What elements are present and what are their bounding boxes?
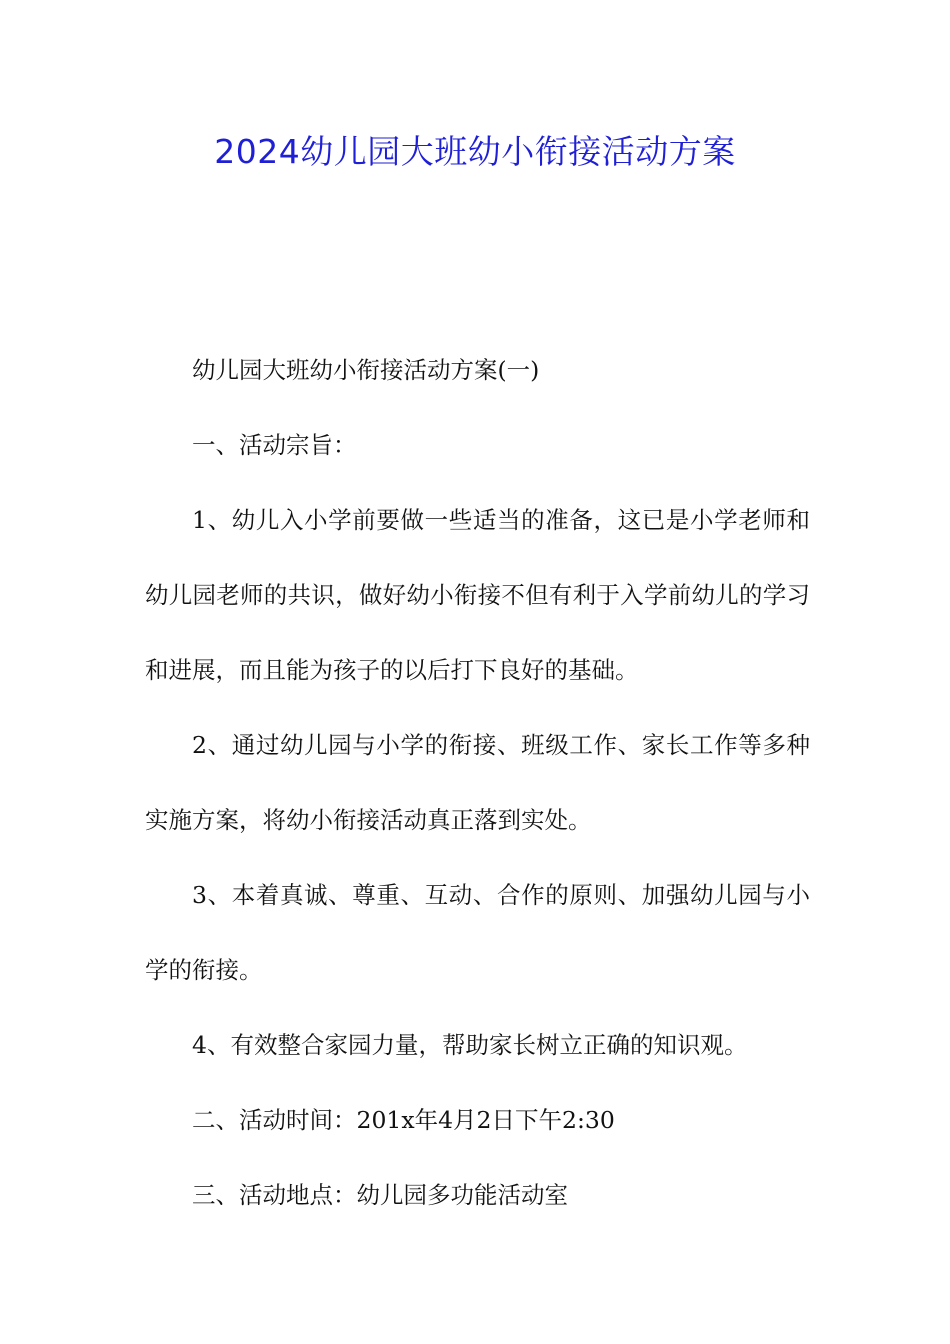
purpose-item-2: 2、通过幼儿园与小学的衔接、班级工作、家长工作等多种实施方案，将幼小衔接活动真正落到实处。 — [145, 731, 810, 834]
activity-location: 三、活动地点：幼儿园多功能活动室 — [192, 1181, 568, 1209]
purpose-item-1: 1、幼儿入小学前要做一些适当的准备，这已是小学老师和幼儿园老师的共识，做好幼小衔接不但有利于入学前幼儿的学习和进展，而且能为孩子的以后打下良好的基础。 — [145, 506, 810, 684]
section-heading-purpose: 一、活动宗旨： — [192, 431, 357, 459]
purpose-item-3: 3、本着真诚、尊重、互动、合作的原则、加强幼儿园与小学的衔接。 — [145, 881, 810, 984]
document-title: 2024幼儿园大班幼小衔接活动方案 — [214, 132, 736, 171]
purpose-item-4: 4、有效整合家园力量，帮助家长树立正确的知识观。 — [192, 1031, 748, 1059]
activity-time: 二、活动时间：201x年4月2日下午2:30 — [192, 1106, 615, 1134]
section-heading-plan-one: 幼儿园大班幼小衔接活动方案(一) — [192, 356, 540, 384]
document-body — [145, 333, 810, 1233]
